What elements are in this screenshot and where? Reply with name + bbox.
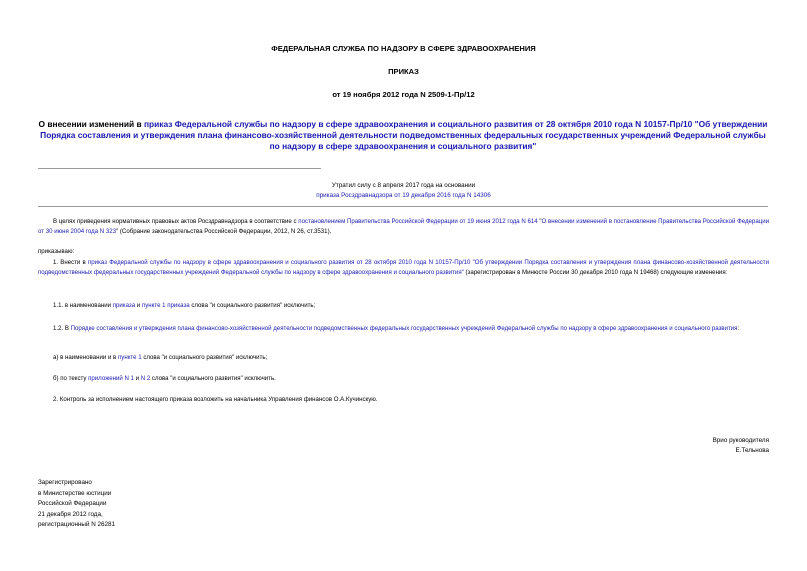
preamble-paragraph <box>38 217 769 237</box>
item-1-2-text: : <box>737 325 740 332</box>
registration-line: регистрационный N 26281 <box>38 521 116 528</box>
title-link[interactable]: приказ Федеральной службы по надзору в сфере здравоохранения и социального развития от 28 октября 2010 года N 10157-Пр/10 "Об утверждении Порядка составления и утверждения плана финансово-хозяйственной деятельности подведомственных федеральных государственных учреждений Федеральной службы по надзору в сфере здравоохранения и социального развития" <box>40 119 768 151</box>
doc-type-heading: ПРИКАЗ <box>388 67 419 76</box>
title-prefix: О внесении изменений в <box>38 119 144 129</box>
preamble-text: В целях приведения нормативных правовых актов Росздравнадзора в соответствие с <box>53 218 299 225</box>
signature-position: Врио руководителя <box>712 437 769 444</box>
order-word: приказываю: <box>38 248 75 255</box>
item-a-link[interactable]: пункте 1 <box>117 354 142 361</box>
item-1-2-paragraph <box>38 324 769 334</box>
item-1-2-link[interactable]: Порядке составления и утверждения плана финансово-хозяйственной деятельности подведомственных федеральных государственных учреждений Федеральной службы по надзору в сфере здравоохранения и социального развития <box>70 325 738 332</box>
preamble-text: " (Собрание законодательства Российской Федерации, 2012, N 26, ст.3531), <box>116 228 332 235</box>
agency-heading: ФЕДЕРАЛЬНАЯ СЛУЖБА ПО НАДЗОРУ В СФЕРЕ ЗДРАВООХРАНЕНИЯ <box>271 44 536 53</box>
item-b-text: и <box>133 375 141 382</box>
registration-block <box>38 478 338 531</box>
item-1-1-text: 1.1. в наименовании <box>53 302 113 309</box>
item-1-1-link[interactable]: приказа <box>112 302 136 309</box>
item-1-text: 1. Внести в <box>53 259 88 266</box>
item-2-paragraph: 2. Контроль за исполнением настоящего приказа возложить на начальника Управления финансов О.А.Кучинскую. <box>53 396 378 403</box>
item-1-text: (зарегистрирован в Минюсте России 30 декабря 2010 года N 19468) следующие изменения: <box>463 269 728 276</box>
item-a-text: а) в наименовании и в <box>53 354 118 361</box>
registration-line: 21 декабря 2012 года, <box>38 510 103 518</box>
item-1-1-text: и <box>135 302 142 309</box>
registration-line: в Министерстве юстиции <box>38 489 112 497</box>
item-b-link[interactable]: приложений N 1 <box>88 375 134 382</box>
separator-line <box>38 206 768 207</box>
document-title <box>38 119 768 152</box>
status-note-text: Утратил силу с 8 апреля 2017 года на основании <box>331 182 476 189</box>
signature-block <box>560 436 769 456</box>
preamble-link[interactable]: постановлением Правительства Российской Федерации от 19 июня 2012 года N 614 <box>298 218 538 225</box>
date-number-heading: от 19 ноября 2012 года N 2509-1-Пр/12 <box>332 90 475 99</box>
item-b-text: б) по тексту <box>53 375 89 382</box>
item-b-text: слова "и социального развития" исключить. <box>150 375 276 382</box>
item-b-link[interactable]: N 2 <box>140 375 151 382</box>
status-note-link[interactable]: приказа Росздравнадзора от 19 декабря 2016 года N 14306 <box>316 192 491 199</box>
item-b-paragraph <box>38 374 769 384</box>
item-1-2-text: 1.2. В <box>53 325 71 332</box>
item-1-1-paragraph <box>38 301 769 311</box>
registration-line: Зарегистрировано <box>38 479 92 486</box>
item-1-1-link[interactable]: пункте 1 приказа <box>141 302 190 309</box>
registration-line: Российской Федерации <box>38 500 107 507</box>
preamble-link[interactable]: О внесении изменений в постановление Правительства Российской Федерации от 30 июня 2004 года N 323 <box>38 218 769 235</box>
item-1-1-text: слова "и социального развития" исключить; <box>189 302 316 309</box>
item-a-text: слова "и социального развития" исключить; <box>141 354 268 361</box>
item-a-paragraph <box>38 353 769 363</box>
separator-line <box>38 168 321 169</box>
item-1-paragraph <box>38 258 769 278</box>
preamble-text: " <box>537 218 542 225</box>
status-note <box>240 181 567 201</box>
item-1-link[interactable]: приказ Федеральной службы по надзору в сфере здравоохранения и социального развития от 28 октября 2010 года N 10157-Пр/10 "Об утверждении Порядка составления и утверждения плана финансово-хозяйственной деятельности подведомственных федеральных государственных учреждений Федеральной службы по надзору в сфере здравоохранения и социального развития" <box>38 259 769 276</box>
signature-name: Е.Тельнова <box>735 447 769 454</box>
